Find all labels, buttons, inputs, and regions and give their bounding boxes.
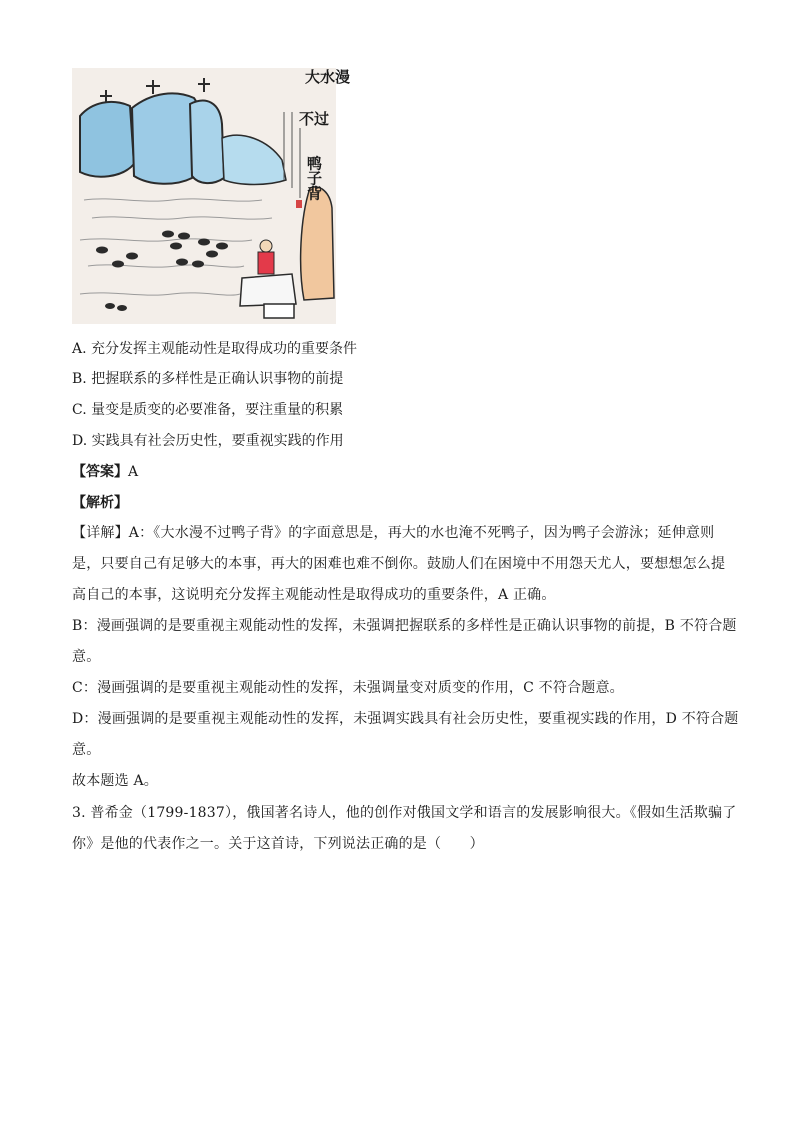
detail-line: 【详解】A：《大水漫不过鸭子背》的字面意思是，再大的水也淹不死鸭子，因为鸭子会游泳；延伸意则 [72, 525, 715, 541]
option-a [72, 338, 357, 358]
detail-line: 是，只要自己有足够大的本事，再大的困难也难不倒你。鼓励人们在困境中不用怨天尤人，要想想怎么提 [72, 556, 726, 572]
detail-line: C：漫画强调的是要重视主观能动性的发挥，未强调量变对质变的作用，C 不符合题意。 [72, 680, 624, 696]
painting-title-line-3: 鸭子背 [305, 155, 323, 201]
option-text: 把握联系的多样性是正确认识事物的前提 [91, 371, 344, 387]
option-letter: D. [72, 433, 88, 449]
option-text: 实践具有社会历史性，要重视实践的作用 [91, 433, 344, 449]
painting-title-line-1: 大水漫 [305, 68, 351, 86]
detail-line: 高自己的本事，这说明充分发挥主观能动性是取得成功的重要条件，A 正确。 [72, 587, 556, 603]
answer-value: A [128, 464, 139, 480]
option-c [72, 399, 343, 419]
detail-explanation [72, 518, 739, 797]
option-letter: C. [72, 402, 87, 418]
cartoon-painting [72, 68, 351, 324]
answer-label: 【答案】 [72, 464, 128, 480]
option-d [72, 430, 344, 450]
question-line: 3. 普希金（1799-1837），俄国著名诗人，他的创作对俄国文学和语言的发展影响很大。《假如生活欺骗了 [72, 805, 737, 821]
option-b [72, 368, 343, 388]
detail-line: 故本题选 A。 [72, 773, 158, 789]
detail-line: 意。 [72, 649, 101, 665]
analysis-line [72, 492, 128, 512]
detail-line: B：漫画强调的是要重视主观能动性的发挥，未强调把握联系的多样性是正确认识事物的前提，B 不符合题 [72, 618, 737, 634]
answer-line [72, 461, 138, 481]
detail-line: 意。 [72, 742, 101, 758]
option-letter: B. [72, 371, 87, 387]
analysis-label: 【解析】 [72, 495, 128, 511]
option-text: 量变是质变的必要准备，要注重量的积累 [91, 402, 344, 418]
option-text: 充分发挥主观能动性是取得成功的重要条件 [91, 341, 358, 357]
detail-line: D：漫画强调的是要重视主观能动性的发挥，未强调实践具有社会历史性，要重视实践的作用，D 不符合题 [72, 711, 739, 727]
painting-title-line-2: 不过 [298, 110, 330, 128]
question-3 [72, 798, 737, 860]
option-letter: A. [72, 341, 87, 357]
question-line: 你》是他的代表作之一。关于这首诗，下列说法正确的是（ ） [72, 836, 484, 852]
